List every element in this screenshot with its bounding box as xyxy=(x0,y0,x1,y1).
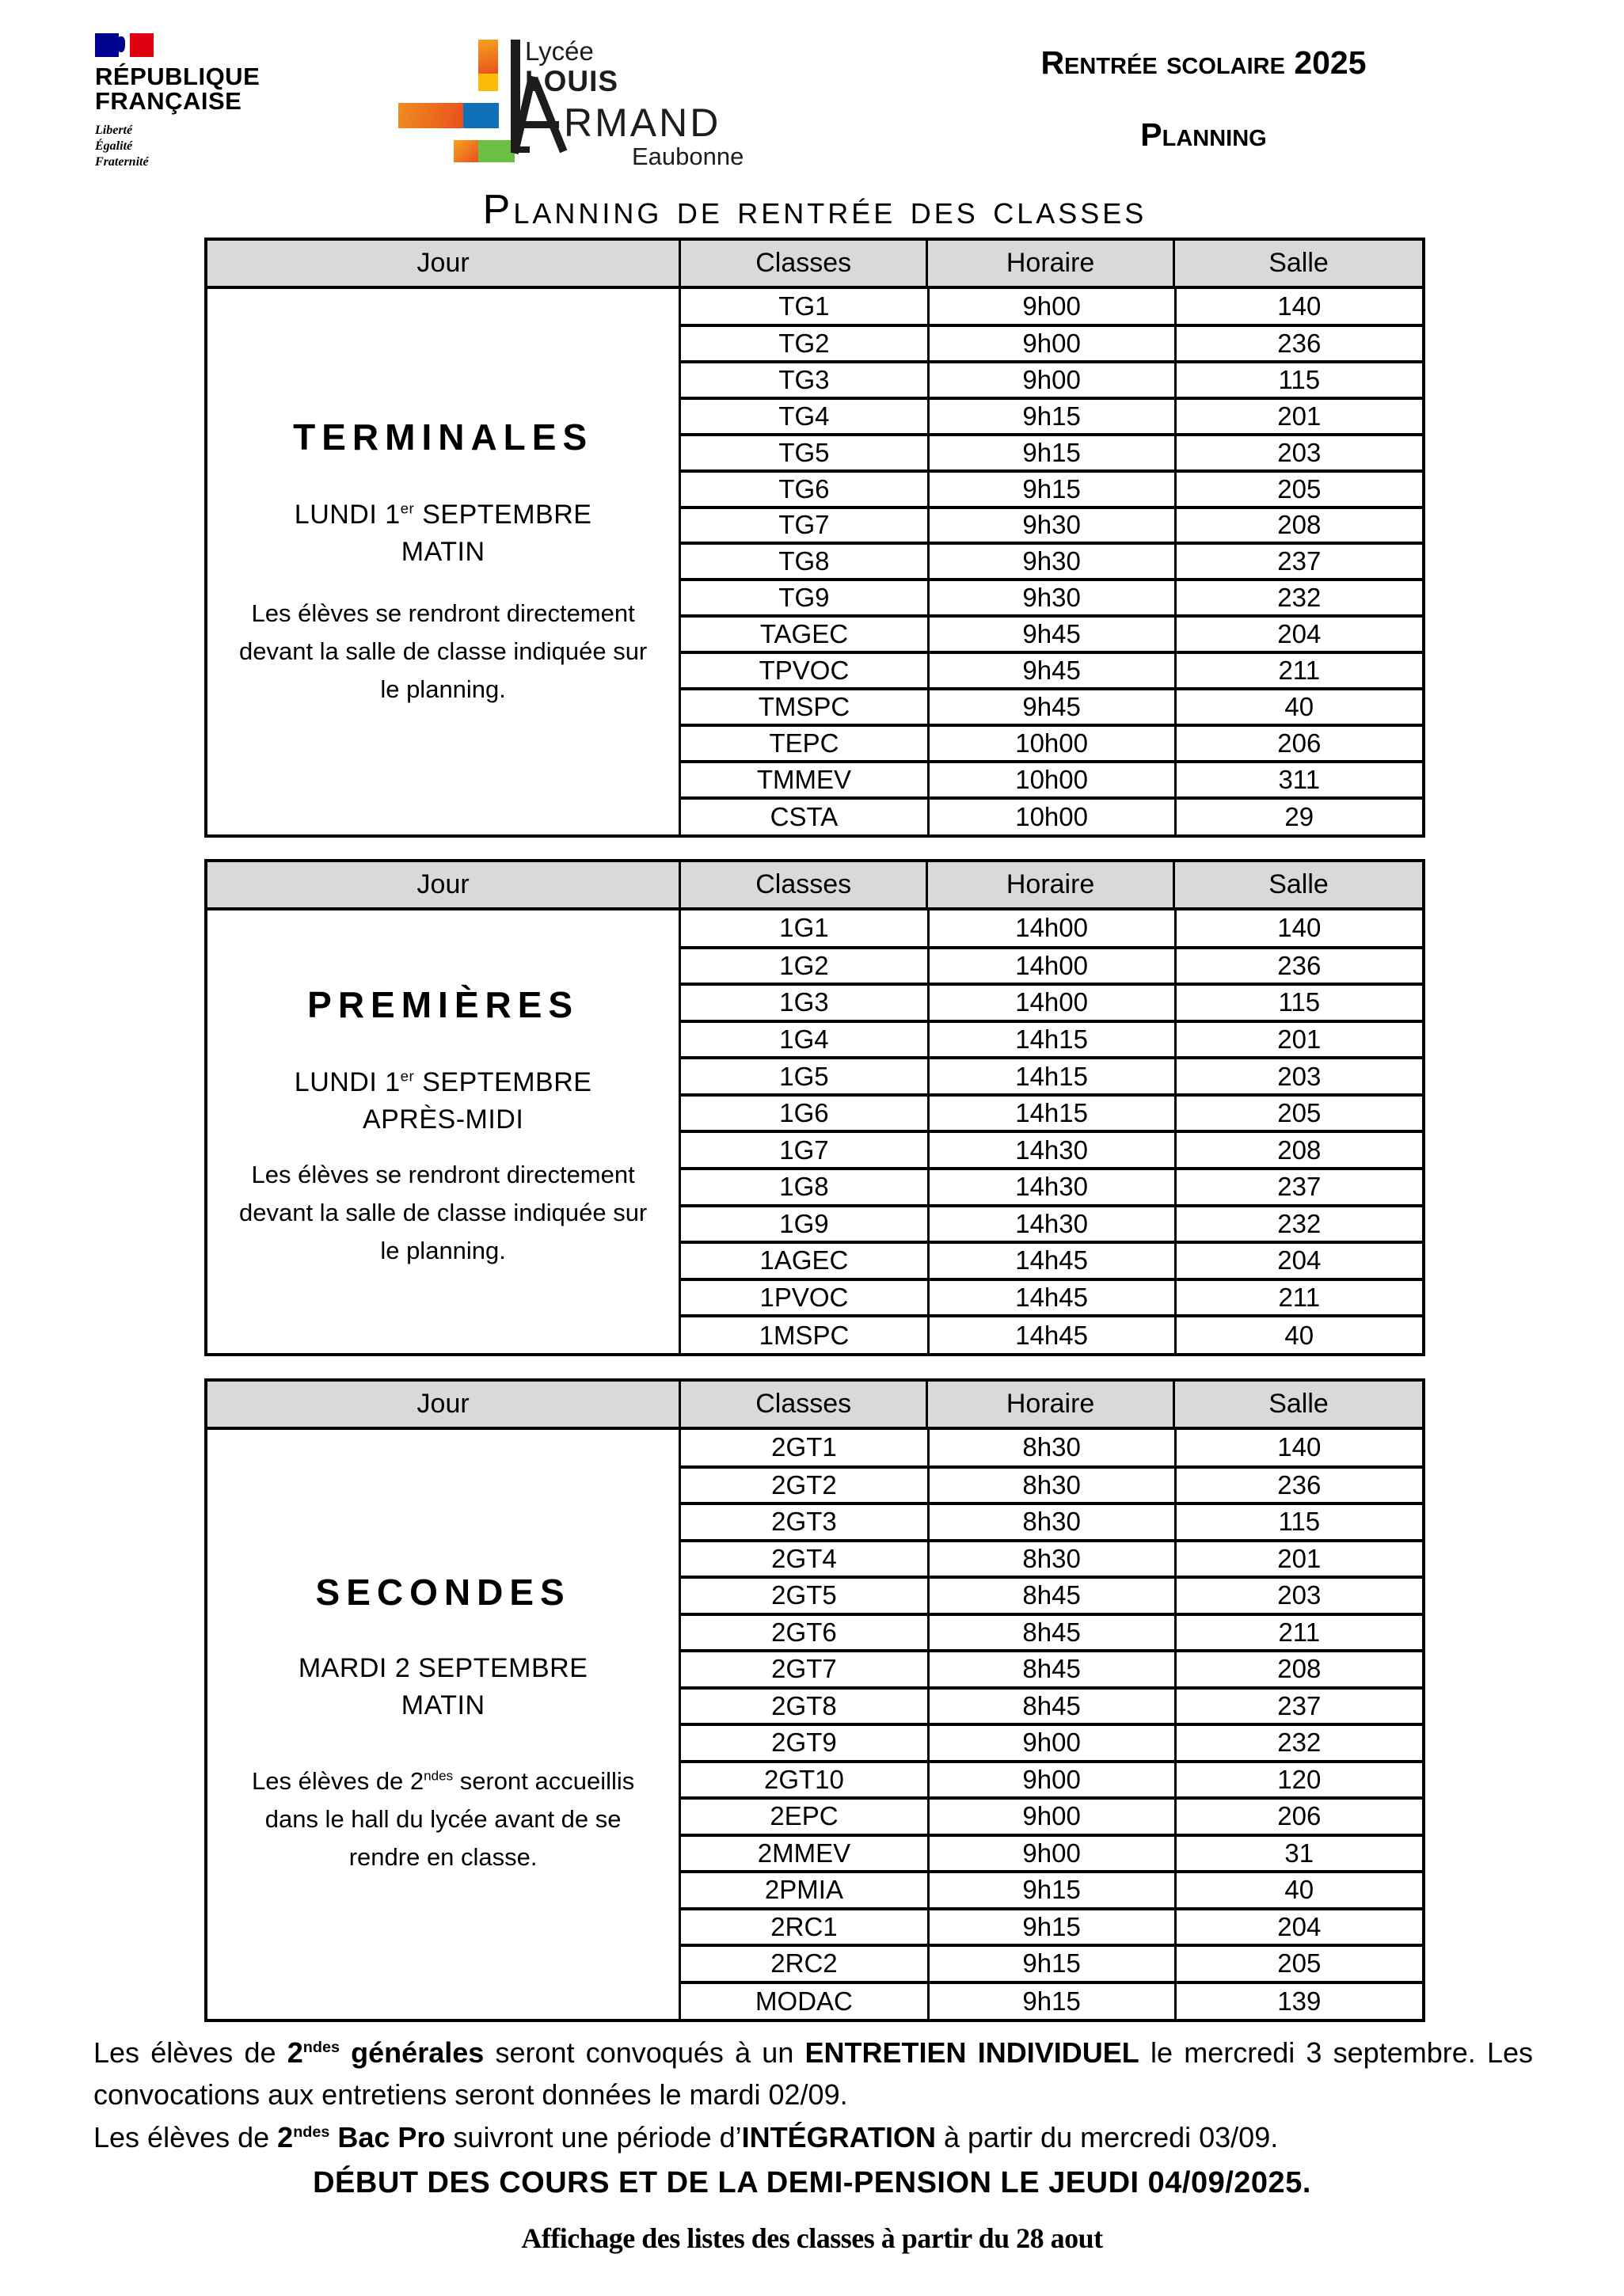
class-cell: 1G1 xyxy=(681,910,928,948)
classes-schedule-table xyxy=(681,289,1422,834)
horaire-cell: 14h30 xyxy=(928,1131,1175,1169)
horaire-cell: 9h15 xyxy=(928,471,1175,507)
table-row xyxy=(681,289,1422,325)
salle-cell: 211 xyxy=(1175,652,1422,689)
table-row xyxy=(681,507,1422,544)
table-row xyxy=(681,1945,1422,1982)
salle-cell: 140 xyxy=(1175,289,1422,325)
horaire-cell: 14h00 xyxy=(928,910,1175,948)
header-planning-subtitle: Planning xyxy=(1140,116,1267,153)
day-line: LUNDI 1er SEPTEMBRE xyxy=(294,1067,592,1097)
horaire-cell: 9h30 xyxy=(928,580,1175,616)
horaire-cell: 10h00 xyxy=(928,798,1175,834)
class-cell: MODAC xyxy=(681,1982,928,2020)
horaire-cell: 9h15 xyxy=(928,1982,1175,2020)
class-cell: 2GT7 xyxy=(681,1651,928,1688)
logo-text-eaubonne: Eaubonne xyxy=(632,143,744,170)
logo-text-lycee: Lycée xyxy=(525,36,594,66)
planning-table-secondes xyxy=(204,1378,1425,2022)
column-header-classes: Classes xyxy=(681,241,928,286)
class-cell: 2PMIA xyxy=(681,1872,928,1909)
table-row xyxy=(681,1614,1422,1652)
class-cell: 2MMEV xyxy=(681,1835,928,1872)
horaire-cell: 9h30 xyxy=(928,543,1175,580)
class-cell: 1G8 xyxy=(681,1169,928,1206)
horaire-cell: 9h15 xyxy=(928,1945,1175,1982)
salle-cell: 208 xyxy=(1175,1651,1422,1688)
table-row xyxy=(681,1872,1422,1909)
salle-cell: 203 xyxy=(1175,1058,1422,1095)
horaire-cell: 9h15 xyxy=(928,1872,1175,1909)
salle-cell: 236 xyxy=(1175,948,1422,985)
table-header-row xyxy=(207,241,1422,289)
salle-cell: 237 xyxy=(1175,543,1422,580)
horaire-cell: 9h00 xyxy=(928,1835,1175,1872)
logo-yellow-square xyxy=(478,74,498,91)
horaire-cell: 14h45 xyxy=(928,1316,1175,1353)
horaire-cell: 9h00 xyxy=(928,325,1175,362)
salle-cell: 236 xyxy=(1175,325,1422,362)
salle-cell: 29 xyxy=(1175,798,1422,834)
table-row xyxy=(681,1021,1422,1059)
footer-paragraph-generales: Les élèves de $2^{ndes}$ générales seront convoqués à un ENTRETIEN INDIVIDUEL le mercredi 3 septembre. Les convocations aux entretiens seront données le mardi 02/09. xyxy=(93,2036,1533,2112)
horaire-cell: 9h30 xyxy=(928,507,1175,544)
salle-cell: 232 xyxy=(1175,580,1422,616)
horaire-cell: 14h00 xyxy=(928,984,1175,1021)
table-row xyxy=(681,616,1422,652)
logo-green-square xyxy=(478,140,515,162)
class-cell: 1G5 xyxy=(681,1058,928,1095)
salle-cell: 120 xyxy=(1175,1762,1422,1799)
salle-cell: 208 xyxy=(1175,1131,1422,1169)
logo-text-louis: LOUIS xyxy=(525,65,619,97)
logo-blue-square xyxy=(463,103,499,128)
level-title: PREMIÈRES xyxy=(307,984,580,1025)
salle-cell: 237 xyxy=(1175,1688,1422,1725)
horaire-cell: 8h30 xyxy=(928,1541,1175,1578)
planning-table-premieres xyxy=(204,859,1425,1356)
class-cell: 2GT9 xyxy=(681,1724,928,1762)
table-row xyxy=(681,1724,1422,1762)
salle-cell: 311 xyxy=(1175,762,1422,798)
jour-cell-secondes xyxy=(207,1430,681,2019)
horaire-cell: 9h00 xyxy=(928,362,1175,398)
horaire-cell: 9h00 xyxy=(928,1798,1175,1835)
table-row xyxy=(681,1058,1422,1095)
class-cell: 2GT6 xyxy=(681,1614,928,1652)
table-row xyxy=(681,1206,1422,1243)
class-cell: 2RC1 xyxy=(681,1909,928,1946)
rf-name-line1: RÉPUBLIQUE xyxy=(95,63,261,90)
salle-cell: 204 xyxy=(1175,1909,1422,1946)
horaire-cell: 8h45 xyxy=(928,1688,1175,1725)
table-row xyxy=(681,1169,1422,1206)
horaire-cell: 9h45 xyxy=(928,616,1175,652)
table-row xyxy=(681,910,1422,948)
horaire-cell: 10h00 xyxy=(928,725,1175,762)
salle-cell: 40 xyxy=(1175,1316,1422,1353)
day-period: MATIN xyxy=(401,537,485,567)
column-header-jour: Jour xyxy=(207,1382,681,1427)
table-row xyxy=(681,1242,1422,1279)
class-cell: 1MSPC xyxy=(681,1316,928,1353)
class-cell: 1G9 xyxy=(681,1206,928,1243)
ordinal-sup: er xyxy=(400,1067,415,1085)
level-title: SECONDES xyxy=(315,1572,571,1613)
level-title: TERMINALES xyxy=(293,416,594,458)
horaire-cell: 9h00 xyxy=(928,1724,1175,1762)
jour-note: Les élèves se rendront directement devant la salle de classe indiquée sur le planning. xyxy=(238,599,648,704)
table-row xyxy=(681,1503,1422,1541)
salle-cell: 204 xyxy=(1175,1242,1422,1279)
classes-schedule-table xyxy=(681,1430,1422,2019)
jour-cell-terminales xyxy=(207,289,681,834)
table-row xyxy=(681,1541,1422,1578)
horaire-cell: 8h30 xyxy=(928,1467,1175,1504)
table-row xyxy=(681,1316,1422,1353)
day-line: MARDI 2 SEPTEMBRE xyxy=(298,1653,588,1683)
table-header-row xyxy=(207,1382,1422,1430)
class-cell: TG4 xyxy=(681,398,928,435)
horaire-cell: 14h15 xyxy=(928,1021,1175,1059)
salle-cell: 140 xyxy=(1175,910,1422,948)
table-row xyxy=(681,1651,1422,1688)
jour-note: Les élèves se rendront directement devant la salle de classe indiquée sur le planning. xyxy=(238,1161,648,1265)
table-row xyxy=(681,1688,1422,1725)
table-row xyxy=(681,984,1422,1021)
salle-cell: 211 xyxy=(1175,1279,1422,1317)
salle-cell: 140 xyxy=(1175,1430,1422,1467)
salle-cell: 205 xyxy=(1175,1095,1422,1132)
class-cell: TPVOC xyxy=(681,652,928,689)
class-cell: TAGEC xyxy=(681,616,928,652)
class-cell: TEPC xyxy=(681,725,928,762)
horaire-cell: 14h30 xyxy=(928,1206,1175,1243)
french-flag-icon xyxy=(95,33,154,57)
day-line: LUNDI 1er SEPTEMBRE xyxy=(294,500,592,530)
table-row xyxy=(681,325,1422,362)
table-row xyxy=(681,725,1422,762)
class-cell: 2GT2 xyxy=(681,1467,928,1504)
table-row xyxy=(681,689,1422,725)
class-cell: 1AGEC xyxy=(681,1242,928,1279)
horaire-cell: 8h45 xyxy=(928,1577,1175,1614)
logo-orange-rect xyxy=(398,103,463,128)
page-title: Planning de rentrée des classes xyxy=(482,187,1147,233)
logo-small-orange-square xyxy=(454,140,478,162)
horaire-cell: 14h15 xyxy=(928,1058,1175,1095)
table-row xyxy=(681,1835,1422,1872)
column-header-jour: Jour xyxy=(207,862,681,907)
header-right xyxy=(942,44,1465,154)
class-cell: 1G2 xyxy=(681,948,928,985)
class-cell: TG6 xyxy=(681,471,928,507)
class-cell: TG3 xyxy=(681,362,928,398)
salle-cell: 211 xyxy=(1175,1614,1422,1652)
table-row xyxy=(681,1798,1422,1835)
rf-motto-liberte: Liberté xyxy=(95,124,133,137)
salle-cell: 201 xyxy=(1175,1541,1422,1578)
horaire-cell: 9h45 xyxy=(928,652,1175,689)
table-row xyxy=(681,948,1422,985)
column-header-classes: Classes xyxy=(681,862,928,907)
horaire-cell: 8h30 xyxy=(928,1503,1175,1541)
class-cell: 2GT4 xyxy=(681,1541,928,1578)
class-cell: 2GT1 xyxy=(681,1430,928,1467)
class-cell: TG5 xyxy=(681,435,928,471)
salle-cell: 201 xyxy=(1175,398,1422,435)
rf-motto-egalite: Égalité xyxy=(95,139,133,153)
table-row xyxy=(681,762,1422,798)
ordinal-sup: er xyxy=(400,500,415,517)
table-row xyxy=(681,652,1422,689)
lycee-louis-armand-logo xyxy=(396,30,752,173)
class-cell: TMSPC xyxy=(681,689,928,725)
salle-cell: 205 xyxy=(1175,471,1422,507)
class-cell: TG2 xyxy=(681,325,928,362)
horaire-cell: 9h00 xyxy=(928,289,1175,325)
salle-cell: 237 xyxy=(1175,1169,1422,1206)
class-cell: 1G4 xyxy=(681,1021,928,1059)
table-row xyxy=(681,398,1422,435)
class-cell: 1G3 xyxy=(681,984,928,1021)
column-header-salle: Salle xyxy=(1268,1389,1329,1419)
planning-table-terminales xyxy=(204,238,1425,838)
table-row xyxy=(681,1909,1422,1946)
salle-cell: 203 xyxy=(1175,1577,1422,1614)
horaire-cell: 8h30 xyxy=(928,1430,1175,1467)
table-row xyxy=(681,1982,1422,2020)
class-cell: 2GT3 xyxy=(681,1503,928,1541)
horaire-cell: 14h45 xyxy=(928,1279,1175,1317)
table-row xyxy=(681,798,1422,834)
class-cell: TG1 xyxy=(681,289,928,325)
horaire-cell: 8h45 xyxy=(928,1614,1175,1652)
table-row xyxy=(681,435,1422,471)
footer-paragraph-bacpro: Les élèves de $2^{ndes}$ Bac Pro suivront une période d’INTÉGRATION à partir du mercredi 03/09. xyxy=(93,2120,1279,2153)
class-cell: 2EPC xyxy=(681,1798,928,1835)
table-row xyxy=(681,1095,1422,1132)
salle-cell: 204 xyxy=(1175,616,1422,652)
column-header-horaire: Horaire xyxy=(928,1382,1175,1427)
class-cell: TMMEV xyxy=(681,762,928,798)
salle-cell: 208 xyxy=(1175,507,1422,544)
table-row xyxy=(681,1430,1422,1467)
column-header-classes: Classes xyxy=(681,1382,928,1427)
column-header-horaire: Horaire xyxy=(928,241,1175,286)
republique-francaise-logo xyxy=(95,33,277,170)
table-row xyxy=(681,580,1422,616)
salle-cell: 203 xyxy=(1175,435,1422,471)
class-cell: 2GT10 xyxy=(681,1762,928,1799)
table-row xyxy=(681,362,1422,398)
day-period: MATIN xyxy=(401,1690,485,1720)
column-header-salle: Salle xyxy=(1268,248,1329,278)
horaire-cell: 9h00 xyxy=(928,1762,1175,1799)
class-cell: TG9 xyxy=(681,580,928,616)
table-row xyxy=(681,471,1422,507)
table-row xyxy=(681,543,1422,580)
salle-cell: 139 xyxy=(1175,1982,1422,2020)
horaire-cell: 14h30 xyxy=(928,1169,1175,1206)
table-row xyxy=(681,1467,1422,1504)
salle-cell: 201 xyxy=(1175,1021,1422,1059)
jour-note: Les élèves de $2^{ndes}$ seront accueillis dans le hall du lycée avant de se rendre en classe. xyxy=(252,1767,635,1872)
salle-cell: 232 xyxy=(1175,1724,1422,1762)
salle-cell: 115 xyxy=(1175,984,1422,1021)
class-lists-posting-notice: Affichage des listes des classes à partir du 28 aout xyxy=(521,2222,1103,2254)
rf-name-line2: FRANÇAISE xyxy=(95,87,242,115)
table-row xyxy=(681,1279,1422,1317)
salle-cell: 31 xyxy=(1175,1835,1422,1872)
table-row xyxy=(681,1762,1422,1799)
salle-cell: 40 xyxy=(1175,1872,1422,1909)
salle-cell: 232 xyxy=(1175,1206,1422,1243)
column-header-horaire: Horaire xyxy=(928,862,1175,907)
footer-paragraphs xyxy=(93,2032,1533,2158)
salle-cell: 206 xyxy=(1175,725,1422,762)
class-cell: 2GT5 xyxy=(681,1577,928,1614)
salle-cell: 206 xyxy=(1175,1798,1422,1835)
table-row xyxy=(681,1131,1422,1169)
horaire-cell: 8h45 xyxy=(928,1651,1175,1688)
class-cell: CSTA xyxy=(681,798,928,834)
salle-cell: 236 xyxy=(1175,1467,1422,1504)
horaire-cell: 14h15 xyxy=(928,1095,1175,1132)
class-cell: 2GT8 xyxy=(681,1688,928,1725)
table-row xyxy=(681,1577,1422,1614)
salle-cell: 115 xyxy=(1175,1503,1422,1541)
horaire-cell: 9h15 xyxy=(928,435,1175,471)
class-cell: TG8 xyxy=(681,543,928,580)
column-header-salle: Salle xyxy=(1268,869,1329,899)
logo-orange-bar xyxy=(478,40,498,74)
horaire-cell: 9h45 xyxy=(928,689,1175,725)
header-rentree-title: Rentrée scolaire 2025 xyxy=(1040,44,1367,81)
class-cell: 1G6 xyxy=(681,1095,928,1132)
table-header-row xyxy=(207,862,1422,910)
horaire-cell: 14h00 xyxy=(928,948,1175,985)
jour-cell-premieres xyxy=(207,910,681,1353)
column-header-jour: Jour xyxy=(207,241,681,286)
marianne-icon xyxy=(116,36,125,52)
day-period: APRÈS-MIDI xyxy=(362,1104,524,1135)
class-cell: 2RC2 xyxy=(681,1945,928,1982)
horaire-cell: 14h45 xyxy=(928,1242,1175,1279)
salle-cell: 115 xyxy=(1175,362,1422,398)
rf-motto-fraternite: Fraternité xyxy=(95,155,149,169)
class-cell: 1G7 xyxy=(681,1131,928,1169)
horaire-cell: 9h15 xyxy=(928,1909,1175,1946)
class-cell: 1PVOC xyxy=(681,1279,928,1317)
start-of-classes-notice: DÉBUT DES COURS ET DE LA DEMI-PENSION LE JEUDI 04/09/2025. xyxy=(313,2166,1311,2199)
classes-schedule-table xyxy=(681,910,1422,1353)
class-cell: TG7 xyxy=(681,507,928,544)
salle-cell: 205 xyxy=(1175,1945,1422,1982)
horaire-cell: 9h15 xyxy=(928,398,1175,435)
horaire-cell: 10h00 xyxy=(928,762,1175,798)
logo-text-armand: RMAND xyxy=(564,101,721,145)
salle-cell: 40 xyxy=(1175,689,1422,725)
